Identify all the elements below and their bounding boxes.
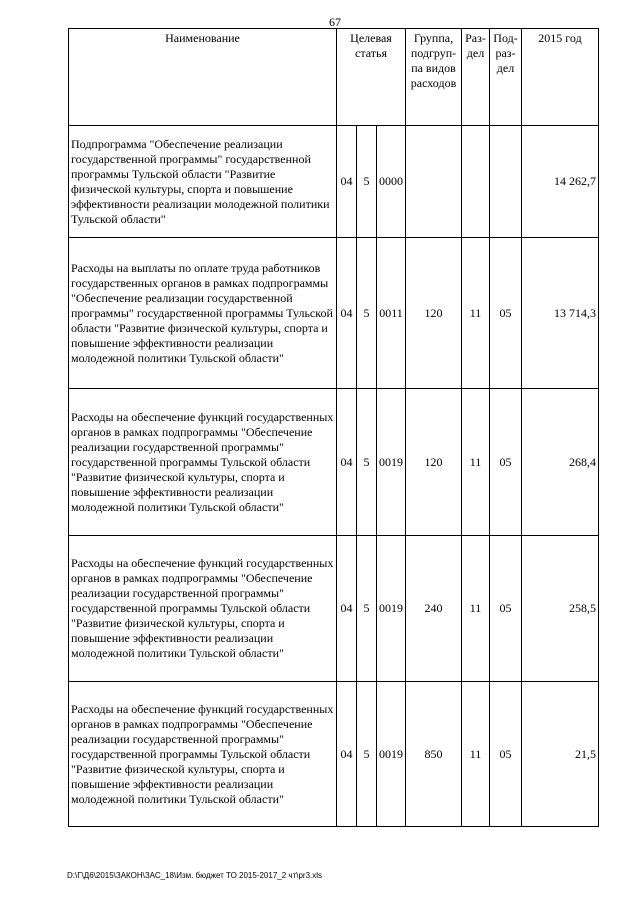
subsection-code: 05 <box>490 389 522 536</box>
amount-2015: 13 714,3 <box>522 238 599 389</box>
section-code: 11 <box>462 238 490 389</box>
amount-2015: 258,5 <box>522 536 599 682</box>
group-code: 120 <box>406 389 462 536</box>
target-code-2: 5 <box>357 536 377 682</box>
header-target-article: Целевая статья <box>337 29 406 126</box>
target-code-3: 0019 <box>377 536 406 682</box>
subsection-code: 05 <box>490 238 522 389</box>
header-group: Группа, подгруп-па видов расходов <box>406 29 462 126</box>
row-name: Подпрограмма "Обеспечение реализации государственной программы" государственной программы Тульской области "Развитие физической культуры, спорта и повышение эффективности реализации молодежной политики Тульской области" <box>69 126 337 238</box>
table-row <box>69 126 599 238</box>
row-name: Расходы на выплаты по оплате труда работников государственных органов в рамках подпрограммы "Обеспечение реализации государственной программы" государственной программы Тульской области "Развитие физической культуры, спорта и повышение эффективности реализации молодежной политики Тульской области" <box>69 238 337 389</box>
target-code-1: 04 <box>337 238 357 389</box>
target-code-2: 5 <box>357 238 377 389</box>
amount-2015: 268,4 <box>522 389 599 536</box>
target-code-1: 04 <box>337 126 357 238</box>
table-row <box>69 238 599 389</box>
target-code-3: 0019 <box>377 682 406 827</box>
target-code-2: 5 <box>357 682 377 827</box>
target-code-3: 0019 <box>377 389 406 536</box>
budget-table <box>68 28 599 827</box>
amount-2015: 21,5 <box>522 682 599 827</box>
amount-2015: 14 262,7 <box>522 126 599 238</box>
target-code-1: 04 <box>337 389 357 536</box>
row-name: Расходы на обеспечение функций государственных органов в рамках подпрограммы "Обеспечение реализации государственной программы" государственной программы Тульской области "Развитие физической культуры, спорта и повышение эффективности реализации молодежной политики Тульской области" <box>69 682 337 827</box>
section-code: 11 <box>462 389 490 536</box>
target-code-3: 0011 <box>377 238 406 389</box>
header-year: 2015 год <box>522 29 599 126</box>
row-name: Расходы на обеспечение функций государственных органов в рамках подпрограммы "Обеспечение реализации государственной программы" государственной программы Тульской области "Развитие физической культуры, спорта и повышение эффективности реализации молодежной политики Тульской области" <box>69 536 337 682</box>
table-row <box>69 389 599 536</box>
section-code <box>462 126 490 238</box>
target-code-1: 04 <box>337 682 357 827</box>
section-code: 11 <box>462 536 490 682</box>
page-number: 67 <box>329 15 341 29</box>
group-code: 850 <box>406 682 462 827</box>
section-code: 11 <box>462 682 490 827</box>
group-code <box>406 126 462 238</box>
target-code-2: 5 <box>357 389 377 536</box>
subsection-code: 05 <box>490 682 522 827</box>
header-section: Раз-дел <box>462 29 490 126</box>
subsection-code: 05 <box>490 536 522 682</box>
target-code-1: 04 <box>337 536 357 682</box>
table-row <box>69 682 599 827</box>
target-code-3: 0000 <box>377 126 406 238</box>
target-code-2: 5 <box>357 126 377 238</box>
header-subsection: Под-раз-дел <box>490 29 522 126</box>
group-code: 120 <box>406 238 462 389</box>
subsection-code <box>490 126 522 238</box>
row-name: Расходы на обеспечение функций государственных органов в рамках подпрограммы "Обеспечение реализации государственной программы" государственной программы Тульской области "Развитие физической культуры, спорта и повышение эффективности реализации молодежной политики Тульской области" <box>69 389 337 536</box>
file-path-footer: D:\Г\Д6\2015\ЗАКОН\ЗАС_18\Изм. бюджет ТО 2015-2017_2 чт\pr3.xls <box>67 871 323 880</box>
group-code: 240 <box>406 536 462 682</box>
header-name: Наименование <box>69 29 337 126</box>
table-row <box>69 536 599 682</box>
